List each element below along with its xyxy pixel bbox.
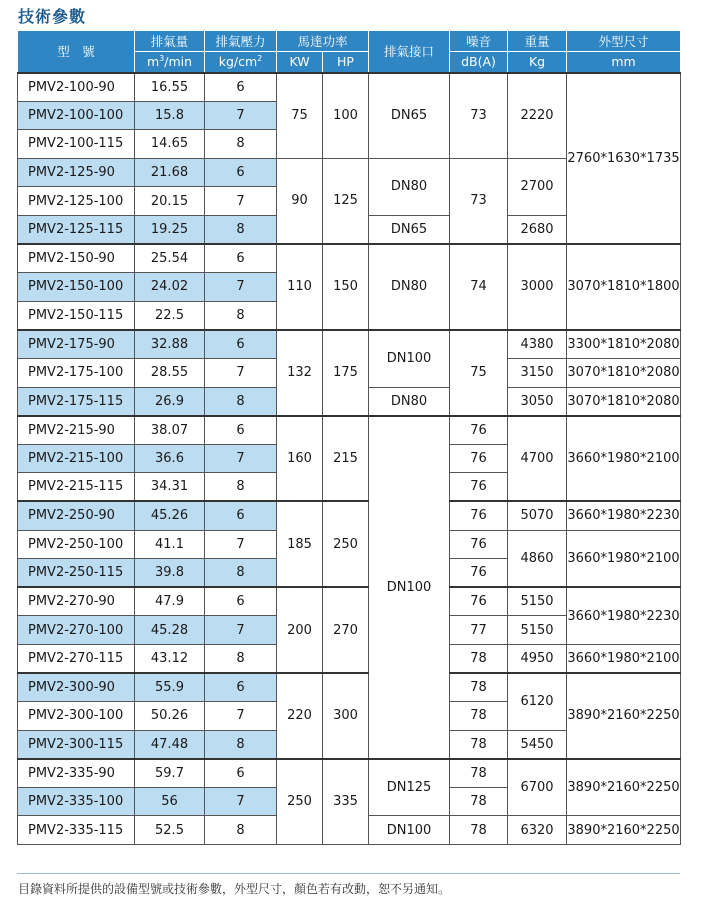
weight-cell: 3000 [508,244,567,330]
kw-cell: 250 [277,759,323,845]
model-cell: PMV2-215-90 [18,416,135,445]
noise-cell: 78 [450,702,508,731]
header-port: 排氣接口 [369,31,450,73]
weight-cell: 4700 [508,416,567,502]
noise-cell: 76 [450,501,508,530]
footer-note: 目錄資料所提供的設備型號或技術參數，外型尺寸，顏色若有改動，恕不另通知。 [18,882,451,896]
dims-cell: 3070*1810*2080 [567,387,681,416]
pressure-cell: 7 [205,273,277,302]
pressure-cell: 8 [205,644,277,673]
header-model: 型 號 [18,31,135,73]
hp-cell: 335 [323,759,369,845]
header-dims-unit: mm [567,52,681,73]
flow-cell: 22.5 [135,301,205,330]
header-weight-unit: Kg [508,52,567,73]
hp-cell: 150 [323,244,369,330]
dims-cell: 3890*2160*2250 [567,673,681,759]
flow-cell: 36.6 [135,444,205,473]
hp-cell: 270 [323,587,369,673]
weight-cell: 2220 [508,73,567,159]
noise-cell: 73 [450,158,508,244]
noise-cell: 76 [450,559,508,588]
hp-cell: 215 [323,416,369,502]
dims-cell: 3660*1980*2100 [567,416,681,502]
pressure-cell: 7 [205,101,277,130]
flow-cell: 19.25 [135,215,205,244]
table-row [18,587,681,616]
port-cell: DN65 [369,215,450,244]
pressure-cell: 8 [205,301,277,330]
pressure-cell: 7 [205,530,277,559]
noise-cell: 75 [450,330,508,416]
port-cell: DN100 [369,416,450,759]
flow-cell: 43.12 [135,644,205,673]
hp-cell: 125 [323,158,369,244]
flow-cell: 41.1 [135,530,205,559]
noise-cell: 76 [450,473,508,502]
model-cell: PMV2-150-100 [18,273,135,302]
weight-cell: 3150 [508,358,567,387]
hp-cell: 300 [323,673,369,759]
flow-cell: 34.31 [135,473,205,502]
weight-cell: 5150 [508,587,567,616]
model-cell: PMV2-100-100 [18,101,135,130]
kw-cell: 220 [277,673,323,759]
noise-cell: 76 [450,587,508,616]
dims-cell: 3660*1980*2230 [567,587,681,644]
flow-cell: 20.15 [135,187,205,216]
flow-cell: 15.8 [135,101,205,130]
flow-cell: 28.55 [135,358,205,387]
flow-cell: 52.5 [135,816,205,845]
dims-cell: 3660*1980*2230 [567,501,681,530]
pressure-cell: 7 [205,787,277,816]
noise-cell: 78 [450,787,508,816]
pressure-cell: 8 [205,730,277,759]
pressure-cell: 6 [205,416,277,445]
noise-cell: 77 [450,616,508,645]
model-cell: PMV2-150-90 [18,244,135,273]
dims-cell: 3300*1810*2080 [567,330,681,359]
dims-cell: 3660*1980*2100 [567,644,681,673]
flow-cell: 45.26 [135,501,205,530]
model-cell: PMV2-150-115 [18,301,135,330]
port-cell: DN100 [369,816,450,845]
model-cell: PMV2-335-90 [18,759,135,788]
weight-cell: 4860 [508,530,567,587]
kw-cell: 185 [277,501,323,587]
header-kw: KW [277,52,323,73]
weight-cell: 5070 [508,501,567,530]
pressure-cell: 8 [205,215,277,244]
model-cell: PMV2-300-115 [18,730,135,759]
pressure-cell: 8 [205,473,277,502]
kw-cell: 75 [277,73,323,159]
hp-cell: 100 [323,73,369,159]
pressure-cell: 8 [205,559,277,588]
header-hp: HP [323,52,369,73]
dims-cell: 3890*2160*2250 [567,759,681,816]
flow-cell: 59.7 [135,759,205,788]
noise-cell: 73 [450,73,508,159]
dims-cell: 2760*1630*1735 [567,73,681,245]
weight-cell: 2680 [508,215,567,244]
noise-cell: 78 [450,644,508,673]
port-cell: DN100 [369,330,450,387]
pressure-cell: 6 [205,244,277,273]
flow-cell: 38.07 [135,416,205,445]
noise-cell: 76 [450,444,508,473]
port-cell: DN125 [369,759,450,816]
header-noise-unit: dB(A) [450,52,508,73]
model-cell: PMV2-175-100 [18,358,135,387]
hp-cell: 175 [323,330,369,416]
kw-cell: 200 [277,587,323,673]
model-cell: PMV2-335-115 [18,816,135,845]
weight-cell: 6700 [508,759,567,816]
dims-cell: 3660*1980*2100 [567,530,681,587]
table-row [18,244,681,273]
flow-cell: 47.48 [135,730,205,759]
pressure-cell: 7 [205,616,277,645]
pressure-cell: 7 [205,358,277,387]
kw-cell: 160 [277,416,323,502]
model-cell: PMV2-175-90 [18,330,135,359]
table-row [18,673,681,702]
header-noise: 噪音 [450,31,508,52]
model-cell: PMV2-125-90 [18,158,135,187]
flow-cell: 56 [135,787,205,816]
weight-cell: 6320 [508,816,567,845]
weight-cell: 5150 [508,616,567,645]
port-cell: DN80 [369,244,450,330]
table-row [18,330,681,359]
kw-cell: 110 [277,244,323,330]
model-cell: PMV2-300-100 [18,702,135,731]
pressure-cell: 6 [205,158,277,187]
model-cell: PMV2-215-115 [18,473,135,502]
pressure-cell: 8 [205,387,277,416]
port-cell: DN65 [369,73,450,159]
dims-cell: 3070*1810*2080 [567,358,681,387]
header-pressure: 排氣壓力 [205,31,277,52]
header-motor: 馬達功率 [277,31,369,52]
noise-cell: 76 [450,530,508,559]
header-weight: 重量 [508,31,567,52]
port-cell: DN80 [369,158,450,215]
kw-cell: 90 [277,158,323,244]
flow-cell: 24.02 [135,273,205,302]
flow-cell: 39.8 [135,559,205,588]
noise-cell: 78 [450,816,508,845]
model-cell: PMV2-100-90 [18,73,135,102]
pressure-cell: 6 [205,73,277,102]
dims-cell: 3890*2160*2250 [567,816,681,845]
flow-cell: 25.54 [135,244,205,273]
flow-cell: 16.55 [135,73,205,102]
pressure-cell: 7 [205,187,277,216]
model-cell: PMV2-270-100 [18,616,135,645]
weight-cell: 4950 [508,644,567,673]
model-cell: PMV2-100-115 [18,130,135,159]
flow-cell: 45.28 [135,616,205,645]
weight-cell: 3050 [508,387,567,416]
table-row [18,416,681,445]
flow-cell: 32.88 [135,330,205,359]
noise-cell: 78 [450,730,508,759]
flow-cell: 55.9 [135,673,205,702]
model-cell: PMV2-250-100 [18,530,135,559]
header-dims: 外型尺寸 [567,31,681,52]
pressure-cell: 7 [205,702,277,731]
page-title: 技術參數 [18,7,87,26]
table-row [18,73,681,102]
weight-cell: 2700 [508,158,567,215]
hp-cell: 250 [323,501,369,587]
pressure-cell: 6 [205,587,277,616]
footer-divider [17,873,680,874]
model-cell: PMV2-270-90 [18,587,135,616]
model-cell: PMV2-125-100 [18,187,135,216]
model-cell: PMV2-250-90 [18,501,135,530]
spec-table [17,30,681,845]
weight-cell: 4380 [508,330,567,359]
header-pressure-unit: $kg/cm^2$ [205,52,277,73]
noise-cell: 78 [450,673,508,702]
flow-cell: 14.65 [135,130,205,159]
model-cell: PMV2-270-115 [18,644,135,673]
flow-cell: 47.9 [135,587,205,616]
pressure-cell: 8 [205,816,277,845]
model-cell: PMV2-335-100 [18,787,135,816]
port-cell: DN80 [369,387,450,416]
model-cell: PMV2-175-115 [18,387,135,416]
dims-cell: 3070*1810*1800 [567,244,681,330]
table-row [18,759,681,788]
pressure-cell: 6 [205,501,277,530]
pressure-cell: 7 [205,444,277,473]
header-flow: 排氣量 [135,31,205,52]
flow-cell: 26.9 [135,387,205,416]
model-cell: PMV2-125-115 [18,215,135,244]
model-cell: PMV2-215-100 [18,444,135,473]
flow-cell: 21.68 [135,158,205,187]
pressure-cell: 6 [205,673,277,702]
pressure-cell: 6 [205,759,277,788]
noise-cell: 78 [450,759,508,788]
table-row [18,501,681,530]
noise-cell: 76 [450,416,508,445]
pressure-cell: 8 [205,130,277,159]
weight-cell: 5450 [508,730,567,759]
kw-cell: 132 [277,330,323,416]
pressure-cell: 6 [205,330,277,359]
flow-cell: 50.26 [135,702,205,731]
noise-cell: 74 [450,244,508,330]
weight-cell: 6120 [508,673,567,730]
header-flow-unit: $m^3/\min$ [135,52,205,73]
model-cell: PMV2-300-90 [18,673,135,702]
model-cell: PMV2-250-115 [18,559,135,588]
